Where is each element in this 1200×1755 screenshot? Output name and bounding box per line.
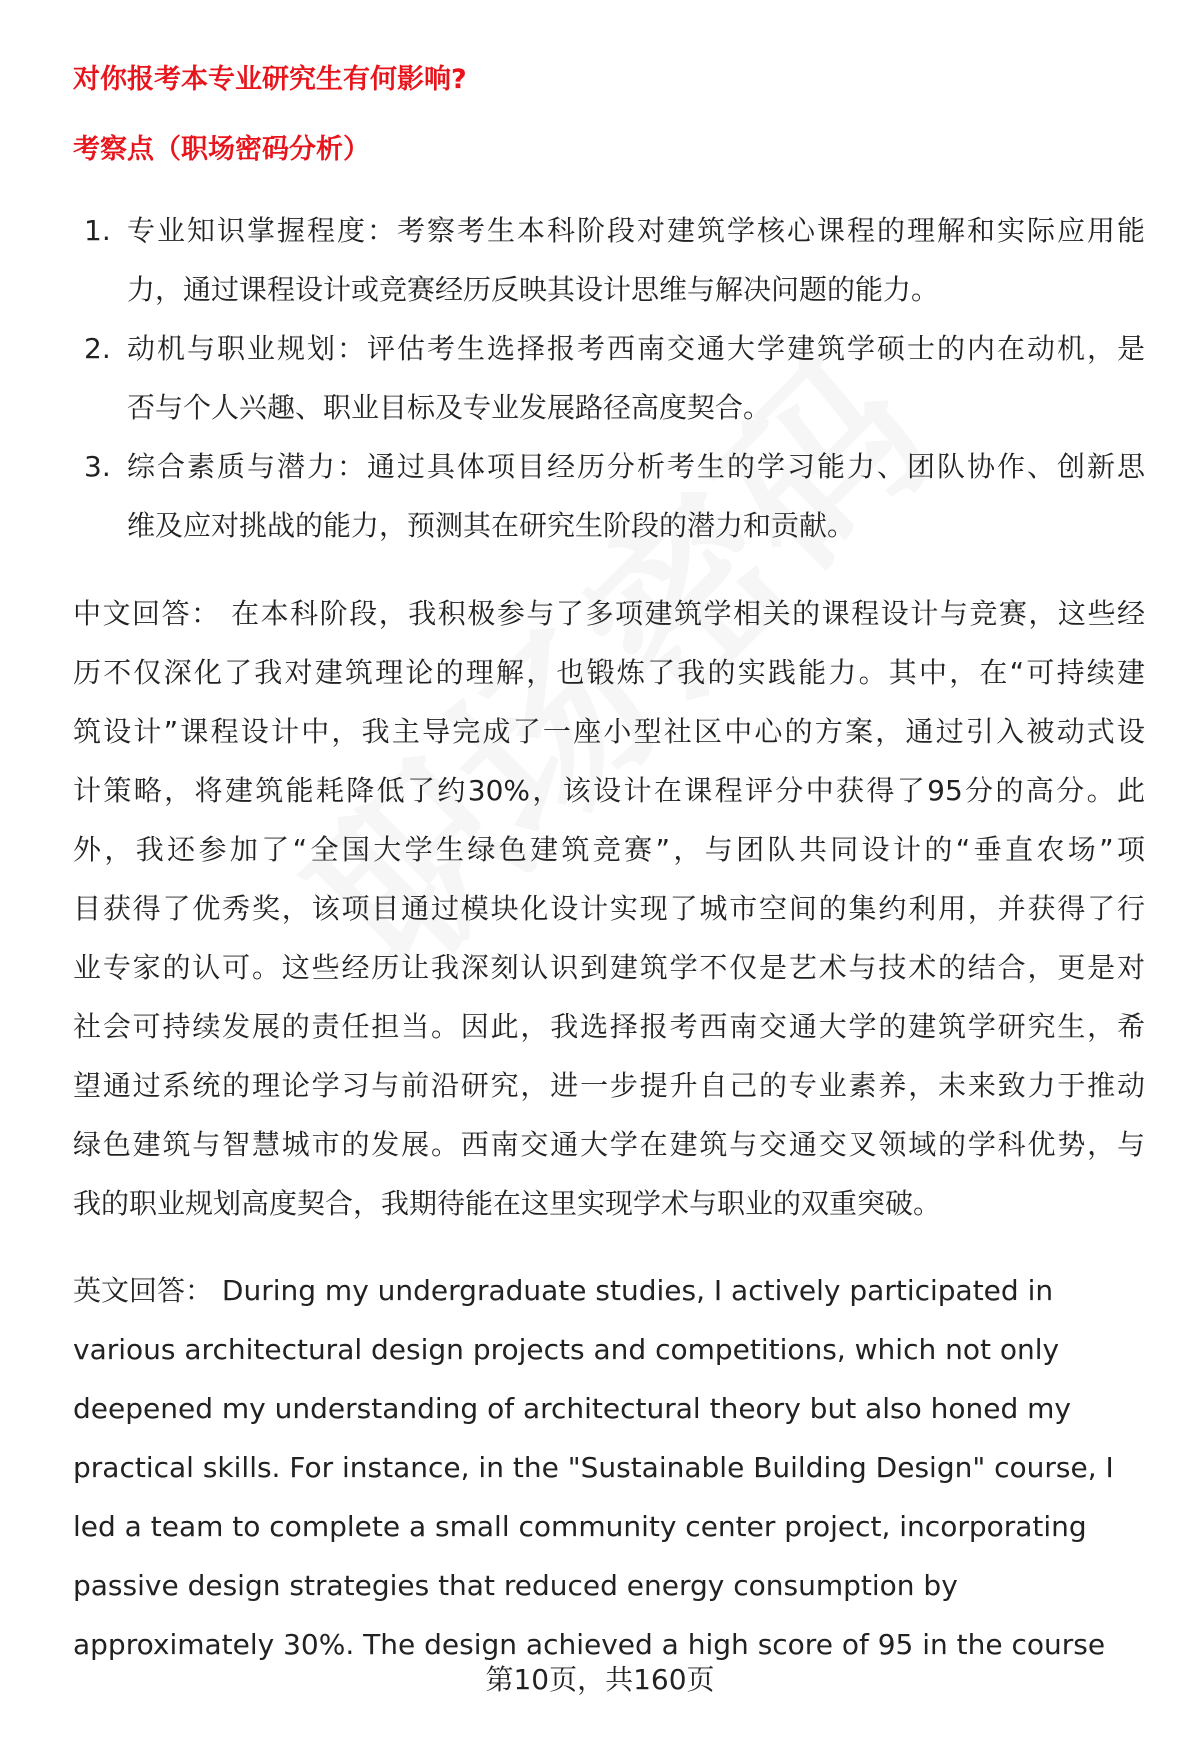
paragraph-line: approximately 30%. The design achieved a high score of 95 in the course [73, 1628, 1106, 1661]
section-heading: 对你报考本专业研究生有何影响? [73, 64, 467, 95]
paragraph-line: 历不仅深化了我对建筑理论的理解，也锻炼了我的实践能力。其中，在“可持续建 [73, 656, 1145, 689]
paragraph-line: 中文回答： 在本科阶段，我积极参与了多项建筑学相关的课程设计与竞赛，这些经 [73, 597, 1145, 630]
paragraph-line: 英文回答： During my undergraduate studies, I actively participated in [73, 1274, 1054, 1307]
list-text-line: 动机与职业规划：评估考生选择报考西南交通大学建筑学硕士的内在动机，是 [127, 332, 1145, 365]
section-subheading: 考察点（职场密码分析） [73, 134, 370, 165]
list-text-line: 维及应对挑战的能力，预测其在研究生阶段的潜力和贡献。 [127, 509, 856, 542]
paragraph-line: 业专家的认可。这些经历让我深刻认识到建筑学不仅是艺术与技术的结合，更是对 [73, 951, 1145, 984]
paragraph-line: practical skills. For instance, in the "Sustainable Building Design" course, I [73, 1451, 1114, 1484]
paragraph-line: led a team to complete a small community center project, incorporating [73, 1510, 1087, 1543]
list-item [0, 201, 1200, 319]
list-number: 2. [84, 332, 111, 365]
assessment-points-list [0, 201, 1200, 555]
english-answer [73, 1261, 1145, 1674]
list-text-line: 专业知识掌握程度：考察考生本科阶段对建筑学核心课程的理解和实际应用能 [127, 214, 1145, 247]
paragraph-line: 目获得了优秀奖，该项目通过模块化设计实现了城市空间的集约利用，并获得了行 [73, 892, 1145, 925]
paragraph-line: 社会可持续发展的责任担当。因此，我选择报考西南交通大学的建筑学研究生，希 [73, 1010, 1145, 1043]
list-text-line: 综合素质与潜力：通过具体项目经历分析考生的学习能力、团队协作、创新思 [127, 450, 1145, 483]
list-item [0, 437, 1200, 555]
list-item [0, 319, 1200, 437]
list-number: 1. [84, 214, 111, 247]
page-number: 第10页，共160页 [485, 1663, 715, 1696]
paragraph-line: 我的职业规划高度契合，我期待能在这里实现学术与职业的双重突破。 [73, 1187, 942, 1220]
paragraph-line: 筑设计”课程设计中，我主导完成了一座小型社区中心的方案，通过引入被动式设 [73, 715, 1145, 748]
list-number: 3. [84, 450, 111, 483]
paragraph-line: various architectural design projects and competitions, which not only [73, 1333, 1060, 1366]
paragraph-line: deepened my understanding of architectural theory but also honed my [73, 1392, 1071, 1425]
paragraph-line: 计策略，将建筑能耗降低了约30%，该设计在课程评分中获得了95分的高分。此 [73, 774, 1145, 807]
list-text-line: 力，通过课程设计或竞赛经历反映其设计思维与解决问题的能力。 [127, 273, 940, 306]
paragraph-line: passive design strategies that reduced energy consumption by [73, 1569, 958, 1602]
paragraph-line: 绿色建筑与智慧城市的发展。西南交通大学在建筑与交通交叉领域的学科优势，与 [73, 1128, 1145, 1161]
paragraph-line: 望通过系统的理论学习与前沿研究，进一步提升自己的专业素养，未来致力于推动 [73, 1069, 1145, 1102]
chinese-answer [73, 584, 1145, 1233]
paragraph-line: 外，我还参加了“全国大学生绿色建筑竞赛”，与团队共同设计的“垂直农场”项 [73, 833, 1145, 866]
list-text-line: 否与个人兴趣、职业目标及专业发展路径高度契合。 [127, 391, 772, 424]
